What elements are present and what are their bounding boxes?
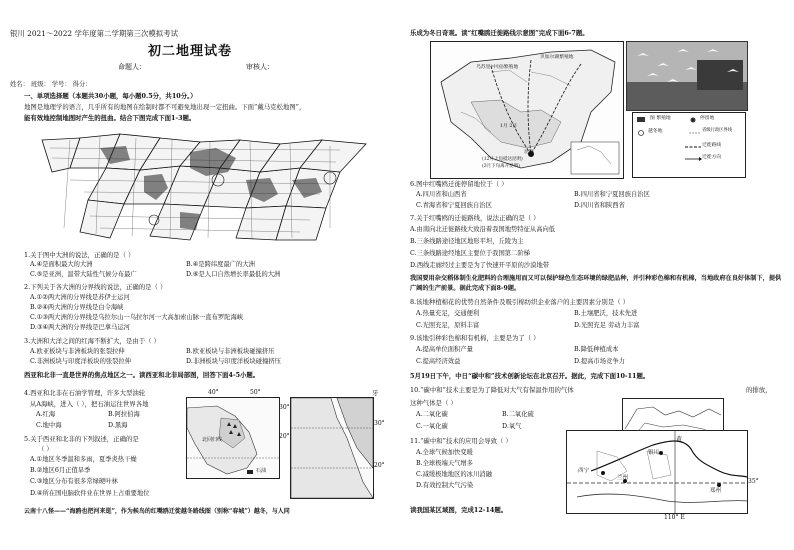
proposer: 命题人： <box>118 63 146 71</box>
q7-option-d[interactable]: D.西线走廊经过主要是为了快速开平原的沙漠地带 <box>410 262 550 269</box>
q5-stem: 5.关于西亚和北非的下列叙述，正确的是 <box>24 435 139 443</box>
q9-option-d[interactable]: D.提高市场竞争力 <box>574 358 625 365</box>
legend-stopover: 停留地 <box>700 116 715 121</box>
passage-10-11: 5月19日下午，中日“碳中和”技术创新论坛在北京召开。据此，完成下面10-11题。 <box>410 372 650 380</box>
q5-stem-paren: （ ） <box>38 445 53 453</box>
q2-option-b[interactable]: B.②④两大洲的分界线是白令海峡 <box>30 304 124 311</box>
region-map <box>566 430 748 514</box>
q3-option-b[interactable]: B.欧亚板块与非洲板块碰撞挤压 <box>186 348 275 355</box>
fig45-region-label: 北回归线 <box>202 437 223 443</box>
school-line: 银川 2021～2022 学年度第二学期第三次模拟考试 <box>10 29 178 38</box>
q7-option-a[interactable]: A.由南向北迁徙路线大致沿着我国地势特征从高向低 <box>410 226 556 233</box>
q5-option-d[interactable]: D.④所在国电脑软件业在世界上占重要地位 <box>30 490 150 497</box>
q6-stem: 6.图中红嘴鸥迁徙停留地位于（ ） <box>410 180 508 188</box>
q1-option-c[interactable]: C.⑤是亚洲，温带大陆性气候分布最广 <box>30 271 137 278</box>
fig45-legend: 石油 <box>256 468 267 474</box>
student-info: 姓名： 班级： 学号： 得分： <box>10 81 92 88</box>
q10-option-c[interactable]: C.一氧化碳 <box>416 423 448 430</box>
map-label-1: 乌苏里(中国)繁殖地 <box>476 65 519 70</box>
q5-option-b[interactable]: B.②地区6月正值旱季 <box>30 467 91 474</box>
q4-option-d[interactable]: D.黑海 <box>108 422 128 429</box>
q9-stem: 9.该地引种彩色棉和有机棉，主要是为了（ ） <box>410 334 540 342</box>
fig45-lon-right: 50° <box>250 389 261 396</box>
fig45-lat-low: 30° <box>374 420 385 427</box>
map-label-yinchuan: 银川 <box>648 450 660 456</box>
legend-wintering: 越冬地 <box>648 129 663 134</box>
q4-option-c[interactable]: C.地中海 <box>36 422 62 429</box>
q1-option-b[interactable]: B.④是跨纬度最广的大洲 <box>186 261 255 268</box>
legend-route: 迁徙路线 <box>702 143 722 148</box>
q3-option-a[interactable]: A.欧亚板块与非洲板块的张裂拉伸 <box>30 348 125 355</box>
q4-stem: 4.西亚和北非在石油学管理，许多大型油轮 <box>24 389 146 397</box>
dymaxion-map <box>40 128 370 244</box>
q2-stem: 2.下列关于各大洲的分界线的说法，正确的是（ ） <box>24 283 167 291</box>
map-label-lat: 35° <box>748 478 759 485</box>
right-intro: 乐成为冬日奇观。读“红嘴鸥迁徙路线示意图”完成下面6-7题。 <box>410 29 589 37</box>
fig45-lat-bot: 20° <box>374 462 385 469</box>
legend-boundary: 省级行政区界线 <box>702 128 733 133</box>
section1-intro-2: 能有效地控制地图时产生的扭曲。结合下图完成下面1-3题。 <box>24 114 196 122</box>
gull-migration-map <box>430 41 624 179</box>
q5-option-c[interactable]: C.③地区分布有很多常绿硬叶林 <box>30 478 118 485</box>
q8-option-a[interactable]: A.热量充足，交通便利 <box>416 310 480 317</box>
migration-legend-drawing <box>633 113 745 177</box>
q6-option-d[interactable]: D.四川省和陕西省 <box>574 202 625 209</box>
region-map-drawing <box>567 431 747 513</box>
map-label-4: 昆明 <box>524 150 534 155</box>
q2-option-a[interactable]: A.①②两大洲的分界线是苏伊士运河 <box>30 294 130 301</box>
q11-option-b[interactable]: B.全球极端天气增多 <box>416 460 474 467</box>
fig45-lon-left: 40° <box>208 389 219 396</box>
map-label-3: 1月 2月 <box>500 124 518 129</box>
q2-option-d[interactable]: D.③④两大洲的分界线是巴拿马运河 <box>30 324 130 331</box>
q8-option-c[interactable]: C.光照充足，原料丰富 <box>416 322 480 329</box>
fig45-lat-top: 30° <box>279 404 290 411</box>
section1-intro-1: 地图是地理学的语言，几乎所有的地图在绘制时都不可避免地出现一定扭曲。下面“戴马克松地图”， <box>24 103 306 111</box>
q10-option-b[interactable]: B.二氧化硫 <box>502 411 534 418</box>
gull-migration-map-drawing <box>431 42 623 178</box>
q4-tail: 牙 <box>372 389 379 397</box>
passage-12-14: 读我国某区域图，完成12-14题。 <box>410 506 508 514</box>
gulls-photo-drawing <box>627 42 747 110</box>
q5-option-a[interactable]: A.①地区冬季温和多雨，夏季炎热干燥 <box>30 456 137 463</box>
q10-option-a[interactable]: A.二氧化碳 <box>416 411 448 418</box>
q8-option-d[interactable]: D.光照充足 劳动力丰富 <box>574 322 640 329</box>
red-sea-map-drawing <box>291 398 373 498</box>
q7-option-b[interactable]: B.三条线路途径地区地形平坦，丘陵为主 <box>410 238 524 245</box>
q4-stem-2: 从A海峡，进入（ ），把石油运往世界各地 <box>30 400 149 408</box>
q1-option-d[interactable]: D.⑥是人口自然增长率最低的大洲 <box>186 271 281 278</box>
passage-8-9: 我国要用杂交稻体制生化肥料的合理施用而又可以保护绿色生态环境的绿肥品种，并引种彩色棉和有机棉，当地政府在良好体制下，提供广阔的生产前景。据此完成下面8-9题。 <box>410 275 782 292</box>
q3-option-c[interactable]: C.非洲板块与印度洋板块的张裂拉伸 <box>30 358 132 365</box>
q10-stem-tail: 的排放， <box>746 386 772 394</box>
gulls-photo <box>626 41 748 111</box>
migration-legend <box>632 112 746 178</box>
q3-option-d[interactable]: D.非洲板块与印度洋板块碰撞挤压 <box>186 358 281 365</box>
map-label-zhengzhou: 郑州 <box>710 488 722 494</box>
west-asia-map-drawing <box>187 398 279 478</box>
passage-4-5: 西亚和北非一直是世界的焦点地区之一。读西亚和北非局部图，回答下面4-5小题。 <box>24 371 260 379</box>
q11-option-d[interactable]: D.有效控制大气污染 <box>416 482 474 489</box>
map-label-lanzhou: 兰州 <box>617 475 629 481</box>
fig45-lat-mid: 20° <box>279 433 290 440</box>
map-label-2: 贝加尔湖繁殖地 <box>540 55 574 60</box>
q10-stem-2: 这种气体是（ ） <box>410 399 457 407</box>
page-title: 初二地理试卷 <box>148 44 233 59</box>
legend-breeding: 图 繁殖地 <box>650 116 671 121</box>
q6-option-c[interactable]: C.青海省和宁夏回族自治区 <box>416 202 492 209</box>
map-label-lon: 110° E <box>664 514 685 521</box>
q6-option-b[interactable]: B.四川省和宁夏回族自治区 <box>574 191 650 198</box>
q1-stem: 1.关于图中大洲的说法，正确的是（ ） <box>24 251 135 259</box>
reviewer: 审核人： <box>246 63 274 71</box>
q4-option-b[interactable]: B.阿拉伯海 <box>108 411 140 418</box>
map-label-huang: 黄 <box>676 436 683 443</box>
q11-option-a[interactable]: A.全球气候加快变暖 <box>416 449 473 456</box>
legend-direction: 迁徙方向 <box>702 155 722 160</box>
q2-option-c[interactable]: C.①③两大洲的分界线是乌拉尔山一乌拉尔河一大高加索山脉一直布罗陀海峡 <box>30 314 244 321</box>
q9-option-a[interactable]: A.提高单位面积产量 <box>416 346 473 353</box>
passage-bottom-left: 云南十八怪——“海鸥也把河来逛”，作为候鸟的红嘴鸥迁徙越冬路线图（别称“春城”）越冬，与人同 <box>24 508 290 515</box>
q4-option-a[interactable]: A.红海 <box>36 411 56 418</box>
q7-option-c[interactable]: C.三条线路途经地区主要位于我国第二阶梯 <box>410 250 530 257</box>
q1-option-a[interactable]: A.④是面积最大的大洲 <box>30 261 93 268</box>
q6-option-a[interactable]: A.四川省和山西省 <box>416 191 467 198</box>
q10-option-d[interactable]: D.氧气 <box>502 423 522 430</box>
red-sea-map <box>290 397 374 499</box>
q9-option-c[interactable]: C.提高经济效益 <box>416 358 461 365</box>
q9-option-b[interactable]: B.降低种植成本 <box>574 346 619 353</box>
q8-stem: 8.该地种植棉花的优势自然条件及吸引棉纺织企业落户的主要因素分别是（ ） <box>410 298 630 306</box>
section1-heading: 一、单项选择题（本题共30小题，每小题0.5分，共10分。） <box>24 92 197 100</box>
map-label-6: (3月下旬离开昆明) <box>482 164 520 169</box>
map-label-5: (12月上旬抵达昆明) <box>482 157 523 162</box>
q10-stem: 10.“碳中和”技术主要是为了降低对大气有保温作用的气体 <box>410 386 574 394</box>
map-label-xining: 西宁 <box>578 468 590 474</box>
q7-stem: 7.关于红嘴鸥的迁徙路线，说法正确的是（ ） <box>410 214 540 222</box>
q8-option-b[interactable]: B.土壤肥沃，技术先进 <box>574 310 638 317</box>
q11-stem: 11.“碳中和”技术的应用会导致（ ） <box>410 437 512 445</box>
q3-stem: 3.大洲和大洋之间的红海不断扩大，是由于（ ） <box>24 337 160 345</box>
q11-option-c[interactable]: C.减缓极地地区的冰川消融 <box>416 471 492 478</box>
